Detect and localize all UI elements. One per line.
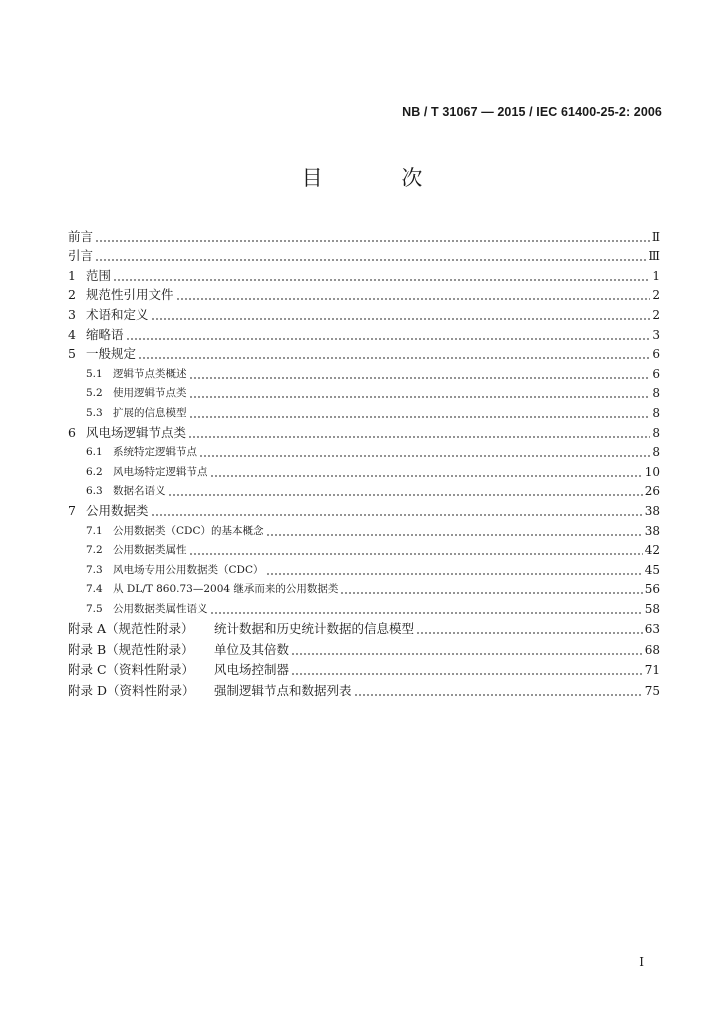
toc-entry[interactable] [68, 442, 660, 462]
dot-leader [126, 338, 650, 340]
dot-leader [291, 653, 643, 655]
dot-leader [95, 240, 650, 242]
footer-page-number: I [639, 955, 644, 969]
toc-entry-page: 68 [644, 642, 660, 657]
dot-leader [151, 514, 643, 516]
toc-entry-number: 7.1 [86, 524, 103, 537]
toc-entry[interactable] [68, 265, 660, 285]
toc-entry-number: 3 [68, 306, 76, 322]
toc-entry-number: 1 [68, 267, 76, 283]
toc-entry-page: 26 [644, 484, 660, 499]
toc-entry[interactable] [68, 579, 660, 599]
toc-entry-page: 45 [644, 562, 660, 577]
toc-entry-number: 附录 B（规范性附录） [68, 641, 194, 657]
dot-leader [189, 377, 651, 379]
dot-leader [188, 436, 650, 438]
toc-entry-number: 6.2 [86, 465, 103, 478]
toc-entry-label: 数据名语义 [113, 485, 166, 498]
toc-entry-number: 附录 C（资料性附录） [68, 662, 195, 678]
toc-entry[interactable] [68, 659, 660, 680]
toc-entry-page: 42 [644, 543, 660, 558]
toc-entry-number: 附录 A（规范性附录） [68, 621, 194, 637]
toc-title: 目 次 [301, 166, 459, 190]
dot-leader [189, 553, 643, 555]
toc-entry-label: 使用逻辑节点类 [113, 387, 187, 400]
toc-entry-label: 公用数据类（CDC）的基本概念 [113, 524, 264, 537]
toc-entry-page: 8 [652, 445, 660, 460]
toc-entry-label: 公用数据类属性 [113, 544, 187, 557]
toc-entry[interactable] [68, 481, 660, 501]
toc-entry-number: 5.2 [86, 387, 103, 400]
toc-entry-label: 强制逻辑节点和数据列表 [214, 682, 352, 698]
dot-leader [291, 673, 643, 675]
toc-entry-label: 规范性引用文件 [86, 287, 174, 303]
toc-entry[interactable] [68, 304, 660, 324]
toc-entry-page: 8 [652, 425, 660, 440]
dot-leader [138, 357, 650, 359]
toc-entry[interactable] [68, 324, 660, 344]
toc-entry-page: 3 [652, 327, 660, 342]
toc-entry[interactable] [68, 500, 660, 520]
toc-entry-label: 缩略语 [86, 326, 124, 342]
dot-leader [199, 455, 650, 457]
toc-entry[interactable] [68, 226, 660, 246]
toc-entry-label: 统计数据和历史统计数据的信息模型 [214, 621, 415, 637]
toc-entry-page: 6 [652, 347, 660, 362]
toc-entry-label: 单位及其倍数 [214, 641, 290, 657]
toc-entry-number: 7.4 [86, 583, 103, 596]
toc-entry[interactable] [68, 679, 660, 700]
toc-entry-number: 6.3 [86, 485, 103, 498]
dot-leader [266, 534, 643, 536]
toc-entry-label: 前言 [68, 228, 94, 244]
toc-entry-page: 58 [644, 601, 660, 616]
dot-leader [95, 259, 646, 261]
dot-leader [189, 396, 651, 398]
toc-entry[interactable] [68, 344, 660, 364]
table-of-contents [68, 226, 660, 700]
dot-leader [416, 632, 643, 634]
toc-entry-page: 71 [644, 663, 660, 678]
toc-entry-number: 5.1 [86, 367, 103, 380]
toc-entry-number: 7.5 [86, 602, 103, 615]
toc-entry-page: Ⅲ [648, 249, 660, 264]
toc-entry[interactable] [68, 363, 660, 383]
toc-entry-page: Ⅱ [651, 229, 660, 244]
dot-leader [168, 494, 643, 496]
toc-entry[interactable] [68, 540, 660, 560]
toc-entry-page: 38 [644, 523, 660, 538]
toc-entry-number: 5 [68, 346, 76, 362]
standard-number: NB / T 31067 — 2015 / IEC 61400-25-2: 2006 [402, 105, 662, 119]
toc-entry[interactable] [68, 559, 660, 579]
toc-entry-label: 引言 [68, 248, 94, 264]
toc-entry[interactable] [68, 598, 660, 618]
toc-entry[interactable] [68, 402, 660, 422]
toc-entry-page: 38 [644, 503, 660, 518]
toc-entry[interactable] [68, 422, 660, 442]
toc-entry-page: 75 [644, 683, 660, 698]
toc-entry-page: 6 [652, 366, 660, 381]
toc-entry[interactable] [68, 285, 660, 305]
toc-entry-label: 从 DL/T 860.73—2004 继承而来的公用数据类 [113, 583, 339, 596]
toc-entry-number: 6 [68, 424, 76, 440]
toc-entry-number: 5.3 [86, 406, 103, 419]
toc-entry-number: 4 [68, 326, 76, 342]
dot-leader [176, 298, 650, 300]
dot-leader [354, 694, 643, 696]
toc-entry-label: 一般规定 [86, 346, 137, 362]
dot-leader [189, 416, 651, 418]
toc-entry-label: 风电场特定逻辑节点 [113, 465, 208, 478]
toc-entry[interactable] [68, 520, 660, 540]
toc-entry[interactable] [68, 383, 660, 403]
toc-entry-label: 风电场控制器 [214, 662, 290, 678]
toc-entry-label: 术语和定义 [86, 306, 149, 322]
toc-entry-page: 1 [652, 268, 660, 283]
dot-leader [210, 475, 643, 477]
toc-entry-number: 2 [68, 287, 76, 303]
toc-entry-label: 公用数据类属性语义 [113, 602, 208, 615]
toc-entry-number: 6.1 [86, 446, 103, 459]
toc-entry[interactable] [68, 618, 660, 639]
toc-entry-label: 风电场逻辑节点类 [86, 424, 187, 440]
toc-entry-label: 范围 [86, 267, 112, 283]
toc-entry-page: 10 [644, 464, 660, 479]
toc-entry[interactable] [68, 246, 660, 266]
toc-entry[interactable] [68, 638, 660, 659]
dot-leader [113, 279, 650, 281]
dot-leader [340, 592, 642, 594]
toc-entry[interactable] [68, 461, 660, 481]
toc-entry-page: 56 [644, 582, 660, 597]
toc-entry-page: 8 [652, 386, 660, 401]
dot-leader [151, 318, 650, 320]
toc-entry-page: 2 [652, 288, 660, 303]
toc-entry-page: 2 [652, 307, 660, 322]
toc-entry-label: 公用数据类 [86, 502, 149, 518]
toc-entry-label: 扩展的信息模型 [113, 406, 187, 419]
dot-leader [210, 612, 643, 614]
toc-entry-label: 风电场专用公用数据类（CDC） [113, 563, 264, 576]
toc-entry-number: 附录 D（资料性附录） [68, 682, 195, 698]
dot-leader [266, 573, 643, 575]
toc-entry-label: 系统特定逻辑节点 [113, 446, 197, 459]
toc-entry-number: 7.3 [86, 563, 103, 576]
toc-entry-number: 7.2 [86, 544, 103, 557]
toc-entry-label: 逻辑节点类概述 [113, 367, 187, 380]
toc-entry-page: 63 [644, 622, 660, 637]
toc-entry-page: 8 [652, 405, 660, 420]
toc-entry-number: 7 [68, 502, 76, 518]
